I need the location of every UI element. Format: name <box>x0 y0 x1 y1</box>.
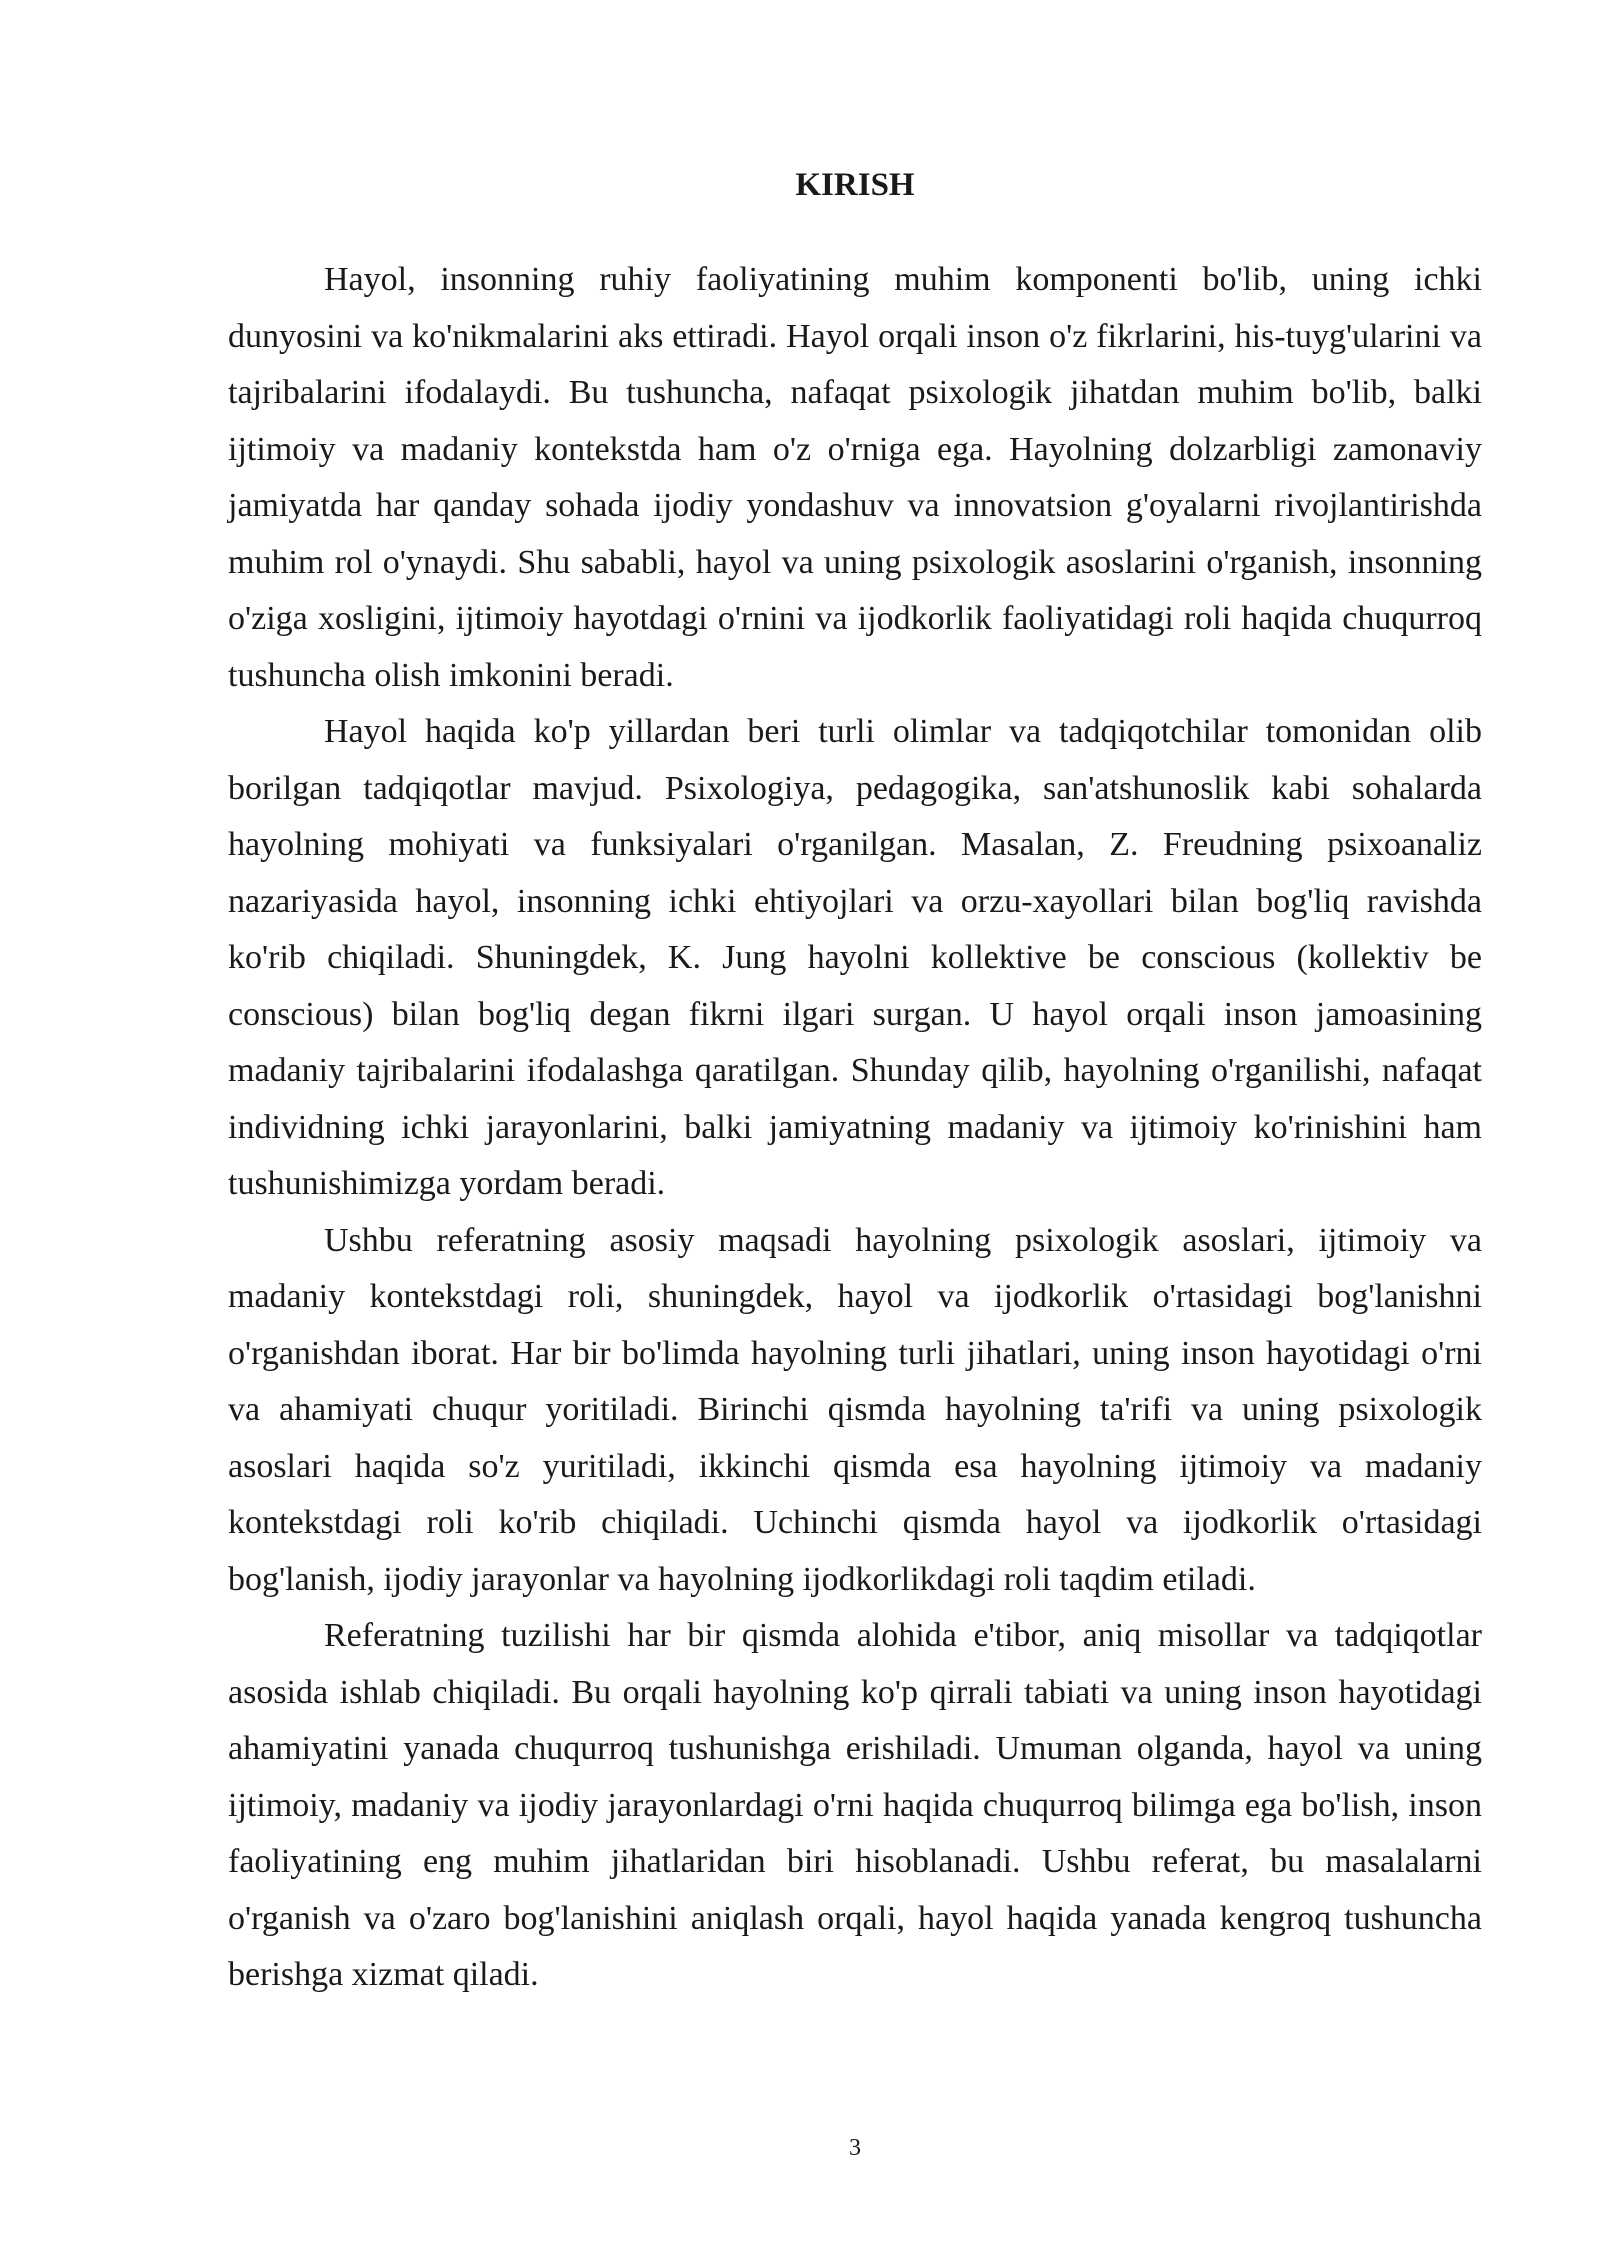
page-number: 3 <box>849 2135 861 2161</box>
paragraph-1: Hayol, insonning ruhiy faoliyatining muhim komponenti bo'lib, uning ichki dunyosini va ko'nikmalarini aks ettiradi. Hayol orqali inson o'z fikrlarini, his-tuyg'ularini va tajribalarini ifodalaydi. Bu tushuncha, nafaqat psixologik jihatdan muhim bo'lib, balki ijtimoiy va madaniy kontekstda ham o'z o'rniga ega. Hayolning dolzarbligi zamonaviy jamiyatda har qanday sohada ijodiy yondashuv va innovatsion g'oyalarni rivojlantirishda muhim rol o'ynaydi. Shu sababli, hayol va uning psixologik asoslarini o'rganish, insonning o'ziga xosligini, ijtimoiy hayotdagi o'rnini va ijodkorlik faoliyatidagi roli haqida chuqurroq tushuncha olish imkonini beradi. <box>228 261 1482 694</box>
paragraph-4: Referatning tuzilishi har bir qismda alohida e'tibor, aniq misollar va tadqiqotlar asosida ishlab chiqiladi. Bu orqali hayolning ko'p qirrali tabiati va uning inson hayotidagi ahamiyatini yanada chuqurroq tushunishga erishiladi. Umuman olganda, hayol va uning ijtimoiy, madaniy va ijodiy jarayonlardagi o'rni haqida chuqurroq bilimga ega bo'lish, inson faoliyatining eng muhim jihatlaridan biri hisoblanadi. Ushbu referat, bu masalalarni o'rganish va o'zaro bog'lanishini aniqlash orqali, hayol haqida yanada kengroq tushuncha berishga xizmat qiladi. <box>228 1617 1482 1993</box>
page-title: KIRISH <box>795 167 915 203</box>
paragraph-3: Ushbu referatning asosiy maqsadi hayolning psixologik asoslari, ijtimoiy va madaniy kontekstdagi roli, shuningdek, hayol va ijodkorlik o'rtasidagi bog'lanishni o'rganishdan iborat. Har bir bo'limda hayolning turli jihatlari, uning inson hayotidagi o'rni va ahamiyati chuqur yoritiladi. Birinchi qismda hayolning ta'rifi va uning psixologik asoslari haqida so'z yuritiladi, ikkinchi qismda esa hayolning ijtimoiy va madaniy kontekstdagi roli ko'rib chiqiladi. Uchinchi qismda hayol va ijodkorlik o'rtasidagi bog'lanish, ijodiy jarayonlar va hayolning ijodkorlikdagi roli taqdim etiladi. <box>228 1221 1482 1598</box>
paragraph-2: Hayol haqida ko'p yillardan beri turli olimlar va tadqiqotchilar tomonidan olib borilgan tadqiqotlar mavjud. Psixologiya, pedagogika, san'atshunoslik kabi sohalarda hayolning mohiyati va funksiyalari o'rganilgan. Masalan, Z. Freudning psixoanaliz nazariyasida hayol, insonning ichki ehtiyojlari va orzu-xayollari bilan bog'liq ravishda ko'rib chiqiladi. Shuningdek, K. Jung hayolni kollektive be conscious (kollektiv be conscious) bilan bog'liq degan fikrni ilgari surgan. U hayol orqali inson jamoasining madaniy tajribalarini ifodalashga qaratilgan. Shunday qilib, hayolning o'rganilishi, nafaqat individning ichki jarayonlarini, balki jamiyatning madaniy va ijtimoiy ko'rinishini ham tushunishimizga yordam beradi. <box>228 713 1482 1202</box>
body-text <box>228 252 1482 2004</box>
